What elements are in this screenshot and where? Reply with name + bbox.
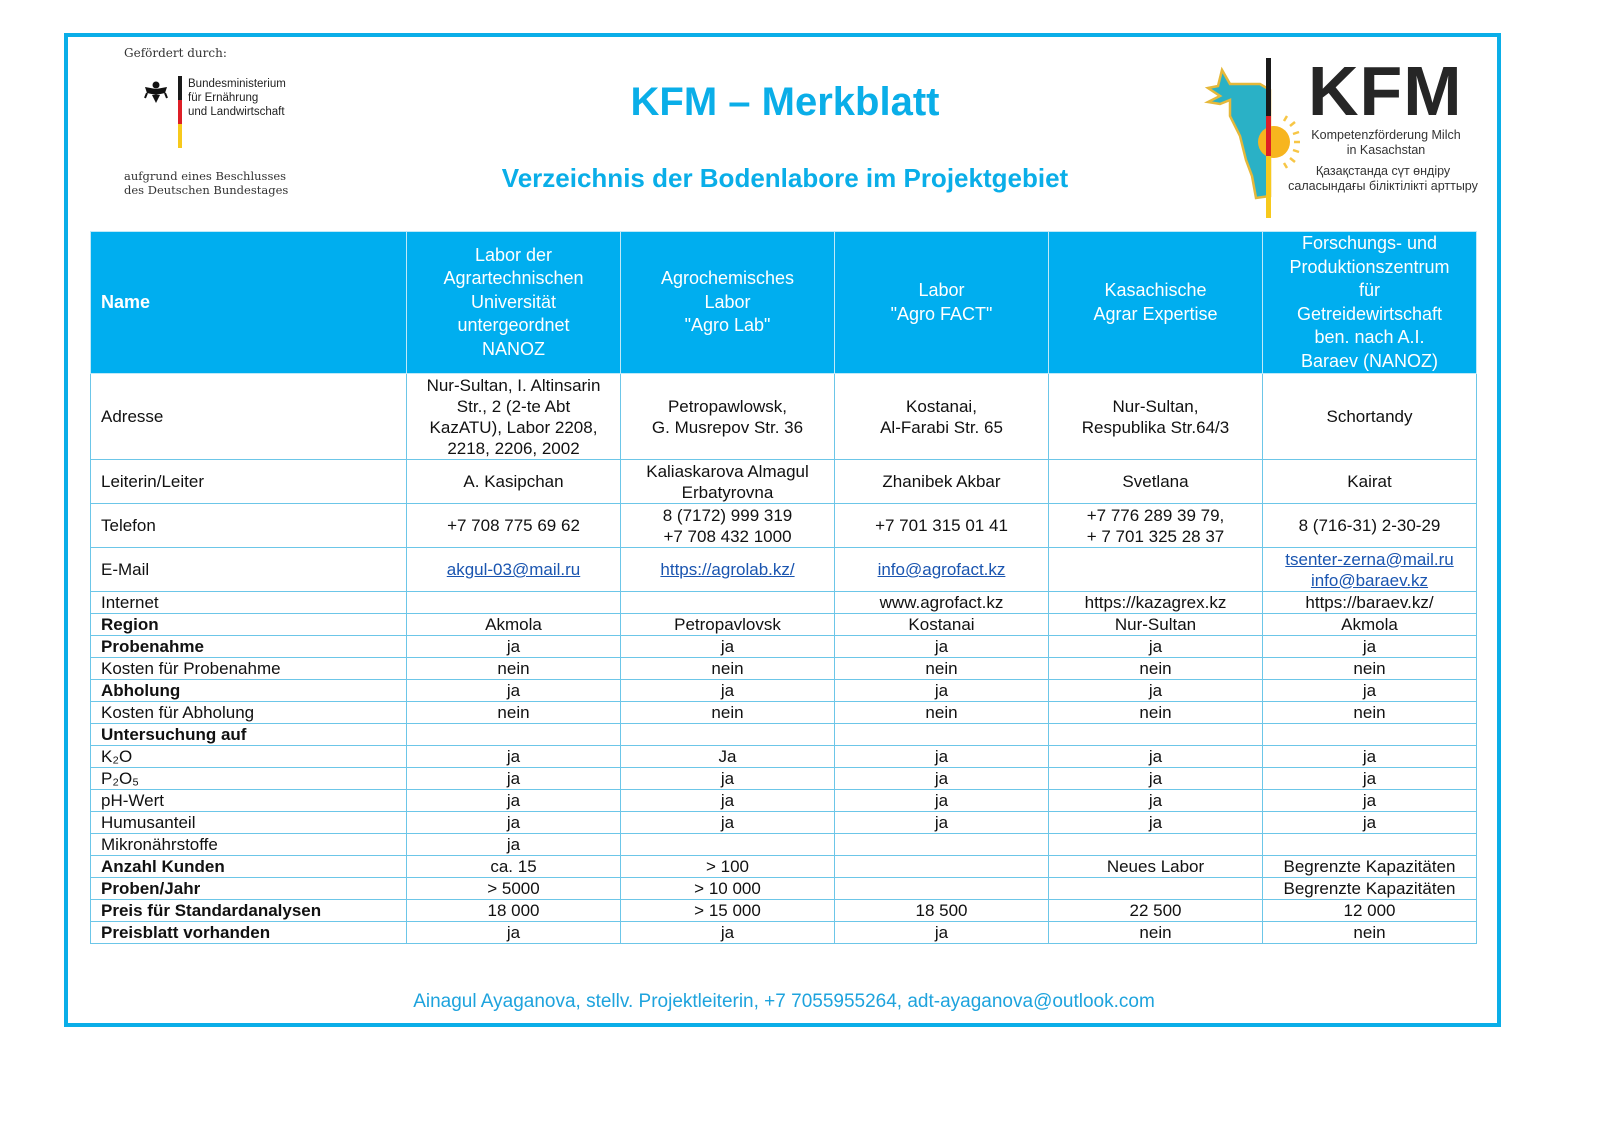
cell-text: > 15 000 [694, 900, 761, 920]
lab-name-line: ben. nach A.I. [1314, 327, 1425, 347]
decision-line: aufgrund eines Beschlusses [124, 169, 287, 183]
table-cell [1263, 790, 1477, 812]
table-cell [1263, 374, 1477, 460]
table-cell [1049, 374, 1263, 460]
table-cell [1263, 504, 1477, 548]
cell-text: ja [720, 922, 735, 942]
table-cell [1049, 790, 1263, 812]
cell-text: Kostanai [908, 614, 975, 634]
cell-text: ja [720, 812, 735, 832]
ministry-line: und Landwirtschaft [188, 106, 285, 118]
row-label: K₂O [91, 746, 407, 768]
table-cell [835, 922, 1049, 944]
table-cell [621, 680, 835, 702]
table-cell [1049, 614, 1263, 636]
table-cell [407, 768, 621, 790]
cell-text: 12 000 [1343, 900, 1396, 920]
lab-name-line: untergeordnet [457, 315, 570, 336]
table-row-abholung [91, 680, 1477, 702]
cell-text: Kairat [1347, 472, 1392, 491]
email-link[interactable]: info@baraev.kz [1310, 570, 1429, 590]
cell-text: ja [506, 922, 521, 942]
cell-text: > 5000 [487, 878, 540, 898]
cell-text: ja [506, 768, 521, 788]
table-cell [407, 922, 621, 944]
cell-text: https://baraev.kz/ [1305, 592, 1434, 612]
cell-text: nein [711, 702, 744, 722]
cell-text: Kaliaskarova Almagul [646, 461, 809, 481]
lab-name-line: Labor der [474, 244, 553, 265]
cow-kazakhstan-icon [1200, 56, 1300, 221]
table-cell [621, 922, 835, 944]
kfm-german-tagline [1300, 128, 1472, 158]
table-cell [621, 460, 835, 504]
table-cell [407, 374, 621, 460]
lab-name-line: "Agro Lab" [684, 315, 771, 336]
table-cell [407, 614, 621, 636]
kfm-german-line: Kompetenzförderung Milch [1311, 128, 1461, 142]
table-cell [835, 878, 1049, 900]
table-cell [1049, 548, 1263, 592]
cell-text: ja [934, 922, 949, 942]
lab-name-line: Labor [704, 291, 751, 312]
lab-name-line: Agrartechnischen [443, 268, 584, 289]
cell-text: +7 701 315 01 41 [875, 516, 1008, 535]
cell-text: ja [506, 834, 521, 854]
table-row-adresse [91, 374, 1477, 460]
table-cell [1049, 460, 1263, 504]
cell-text: ca. 15 [490, 856, 537, 876]
row-label: Mikronährstoffe [91, 834, 407, 856]
table-cell [621, 592, 835, 614]
row-label: E-Mail [91, 548, 407, 592]
cell-text: ja [1362, 746, 1377, 766]
cell-text: nein [925, 702, 958, 722]
cell-text: 8 (716-31) 2-30-29 [1298, 516, 1441, 535]
table-cell [835, 504, 1049, 548]
cell-text: nein [1139, 702, 1172, 722]
table-cell [835, 746, 1049, 768]
table-row-k2o [91, 746, 1477, 768]
page-title: KFM – Merkblatt [630, 80, 940, 124]
cell-text: nein [711, 658, 744, 678]
table-cell [1263, 658, 1477, 680]
ministry-line: Bundesministerium [188, 78, 286, 90]
table-cell [835, 592, 1049, 614]
cell-text: ja [934, 746, 949, 766]
cell-text: Petropavlovsk [674, 614, 781, 634]
table-cell [621, 504, 835, 548]
table-cell [835, 834, 1049, 856]
cell-text: Al-Farabi Str. 65 [880, 417, 1003, 437]
cell-text: ja [1362, 680, 1377, 700]
column-header-lab [1049, 232, 1263, 374]
table-cell [621, 900, 835, 922]
cell-text: Respublika Str.64/3 [1081, 417, 1230, 437]
cell-text: A. Kasipchan [463, 472, 564, 491]
table-cell [1049, 812, 1263, 834]
table-cell [407, 856, 621, 878]
row-label: Humusanteil [91, 812, 407, 834]
lab-name-line: Universität [470, 291, 557, 312]
lab-name-line: Agrochemisches [660, 268, 795, 289]
cell-text: nein [497, 702, 530, 722]
kfm-kazakh-line: саласындағы біліктілікті арттыру [1288, 179, 1478, 193]
table-cell [835, 900, 1049, 922]
table-cell [1263, 768, 1477, 790]
kfm-kazakh-line: Қазақстанда сүт өндіру [1315, 164, 1451, 178]
cell-text: +7 708 432 1000 [663, 526, 792, 546]
table-cell [1263, 856, 1477, 878]
row-label: P₂O₅ [91, 768, 407, 790]
table-row-region [91, 614, 1477, 636]
table-cell [407, 636, 621, 658]
column-header-lab [407, 232, 621, 374]
table-cell [621, 702, 835, 724]
table-cell [1049, 658, 1263, 680]
table-row-mikrona-hrstoffe [91, 834, 1477, 856]
lab-name-line: Agrar Expertise [1093, 303, 1218, 324]
table-row-internet [91, 592, 1477, 614]
footer-contact: Ainagul Ayaganova, stellv. Projektleiterin, +7 7055955264, adt-ayaganova@outlook.com [413, 991, 1155, 1012]
table-row-kosten-fu-r-probenahme [91, 658, 1477, 680]
cell-text: https://kazagrex.kz [1084, 592, 1227, 612]
cell-text: ja [720, 636, 735, 656]
cell-text: Svetlana [1122, 472, 1189, 491]
cell-text: ja [934, 768, 949, 788]
cell-text: ja [1362, 768, 1377, 788]
cell-text: ja [934, 812, 949, 832]
table-cell [1263, 878, 1477, 900]
email-link[interactable]: akgul-03@mail.ru [446, 560, 581, 579]
table-row-kosten-fu-r-abholung [91, 702, 1477, 724]
lab-name-line: Baraev (NANOZ) [1300, 350, 1439, 371]
kfm-wordmark: KFM [1308, 52, 1463, 130]
row-label: Kosten für Probenahme [91, 658, 407, 680]
table-cell [835, 548, 1049, 592]
lab-name-line: NANOZ [482, 338, 545, 359]
row-label: Anzahl Kunden [91, 856, 407, 878]
cell-text: 2218, 2206, 2002 [447, 438, 580, 458]
page-subtitle: Verzeichnis der Bodenlabore im Projektgebiet [501, 163, 1069, 193]
table-row-proben-jahr [91, 878, 1477, 900]
ministry-line: für Ernährung [188, 92, 259, 104]
table-cell [1049, 746, 1263, 768]
table-cell [835, 702, 1049, 724]
row-label: Proben/Jahr [91, 878, 407, 900]
cell-text: Kostanai, [906, 396, 977, 416]
table-cell [1049, 900, 1263, 922]
table-cell [621, 834, 835, 856]
table-cell [621, 878, 835, 900]
cell-text: ja [1148, 636, 1163, 656]
cell-text: Begrenzte Kapazitäten [1283, 856, 1456, 876]
cell-text: ja [1148, 812, 1163, 832]
cell-text: ja [506, 680, 521, 700]
kfm-logo [1200, 52, 1500, 221]
table-cell [1049, 922, 1263, 944]
table-cell [1263, 922, 1477, 944]
table-cell [1263, 614, 1477, 636]
cell-text: nein [925, 658, 958, 678]
cell-text: ja [506, 812, 521, 832]
cell-text: nein [1353, 922, 1386, 942]
lab-name-line: "Agro FACT" [890, 303, 993, 324]
table-cell [407, 900, 621, 922]
column-header-name: Name [91, 232, 407, 374]
cell-text: Akmola [485, 614, 542, 634]
table-row-e-mail [91, 548, 1477, 592]
cell-text: +7 708 775 69 62 [447, 516, 580, 535]
table-cell [1263, 834, 1477, 856]
cell-text: KazATU), Labor 2208, [429, 417, 598, 437]
table-cell [1049, 636, 1263, 658]
row-label: Leiterin/Leiter [91, 460, 407, 504]
cell-text: ja [1362, 636, 1377, 656]
cell-text: Petropawlowsk, [667, 396, 788, 416]
table-cell [835, 856, 1049, 878]
cell-text: ja [1148, 680, 1163, 700]
row-label: Kosten für Abholung [91, 702, 407, 724]
table-cell [835, 614, 1049, 636]
table-cell [407, 746, 621, 768]
cell-text: Str., 2 (2-te Abt [456, 396, 571, 416]
row-label: Adresse [91, 374, 407, 460]
table-row-anzahl-kunden [91, 856, 1477, 878]
cell-text: ja [934, 680, 949, 700]
cell-text: ja [720, 680, 735, 700]
cell-text: ja [720, 768, 735, 788]
cell-text: +7 776 289 39 79, [1086, 505, 1225, 525]
table-cell [407, 460, 621, 504]
table-cell [621, 790, 835, 812]
table-row-p2o5 [91, 768, 1477, 790]
table-cell [621, 724, 835, 746]
table-cell [621, 614, 835, 636]
cell-text: 8 (7172) 999 319 [662, 505, 793, 525]
cell-text: nein [1353, 702, 1386, 722]
cell-text: 18 000 [487, 900, 540, 920]
soil-labs-table [90, 231, 1477, 944]
lab-name-line: Produktionszentrum [1289, 256, 1450, 277]
cell-text: ja [506, 746, 521, 766]
table-cell [621, 812, 835, 834]
cell-text: Begrenzte Kapazitäten [1283, 878, 1456, 898]
table-cell [407, 790, 621, 812]
table-cell [1263, 548, 1477, 592]
table-cell [1263, 460, 1477, 504]
cell-text: Erbatyrovna [681, 482, 774, 502]
table-cell [621, 548, 835, 592]
table-cell [621, 746, 835, 768]
table-cell [1049, 724, 1263, 746]
table-cell [1049, 702, 1263, 724]
email-link[interactable]: info@agrofact.kz [877, 560, 1006, 579]
cell-text: ja [506, 636, 521, 656]
table-cell [407, 878, 621, 900]
table-cell [835, 790, 1049, 812]
cell-text: > 100 [705, 856, 749, 876]
table-cell [1263, 900, 1477, 922]
cell-text: www.agrofact.kz [879, 592, 1004, 612]
table-row-probenahme [91, 636, 1477, 658]
row-label: Region [91, 614, 407, 636]
table-cell [407, 548, 621, 592]
table-cell [407, 504, 621, 548]
cell-text: 18 500 [915, 900, 968, 920]
table-row-humusanteil [91, 812, 1477, 834]
row-label: Internet [91, 592, 407, 614]
table-cell [1049, 878, 1263, 900]
table-cell [1263, 724, 1477, 746]
row-label: Probenahme [91, 636, 407, 658]
table-cell [835, 636, 1049, 658]
cell-text: ja [720, 790, 735, 810]
cell-text: Nur-Sultan, [1112, 396, 1199, 416]
table-cell [621, 374, 835, 460]
lab-name-line: Kasachische [1104, 280, 1207, 300]
cell-text: nein [1139, 922, 1172, 942]
row-label: Telefon [91, 504, 407, 548]
table-row-preis-fu-r-standardanalysen [91, 900, 1477, 922]
table-cell [1263, 680, 1477, 702]
table-cell [1049, 680, 1263, 702]
cell-text: ja [1148, 790, 1163, 810]
table-cell [835, 768, 1049, 790]
table-cell [1263, 812, 1477, 834]
lab-name-line: Getreidewirtschaft [1296, 303, 1443, 324]
table-cell [407, 592, 621, 614]
table-cell [835, 658, 1049, 680]
cell-text: nein [497, 658, 530, 678]
table-cell [621, 658, 835, 680]
table-cell [835, 812, 1049, 834]
table-cell [407, 658, 621, 680]
table-cell [407, 680, 621, 702]
column-header-lab [835, 232, 1049, 374]
cell-text: ja [1148, 746, 1163, 766]
table-cell [835, 460, 1049, 504]
table-body [91, 374, 1477, 944]
cell-text: Akmola [1341, 614, 1398, 634]
table-cell [1263, 702, 1477, 724]
cell-text: Schortandy [1326, 407, 1413, 426]
table-cell [835, 724, 1049, 746]
cell-text: ja [934, 790, 949, 810]
row-label: Preis für Standardanalysen [91, 900, 407, 922]
table-header-row [91, 232, 1477, 374]
lab-name-line: Forschungs- und [1301, 233, 1438, 253]
table-cell [621, 856, 835, 878]
cell-text: G. Musrepov Str. 36 [651, 417, 804, 437]
table-cell [621, 636, 835, 658]
table-row-telefon [91, 504, 1477, 548]
cell-text: ja [934, 636, 949, 656]
row-label: Abholung [91, 680, 407, 702]
cell-text: ja [1362, 790, 1377, 810]
table-cell [407, 834, 621, 856]
cell-text: nein [1139, 658, 1172, 678]
table-cell [621, 768, 835, 790]
cell-text: 22 500 [1129, 900, 1182, 920]
table-row-untersuchung-auf [91, 724, 1477, 746]
kfm-kazakh-tagline [1276, 164, 1490, 194]
column-header-lab [1263, 232, 1477, 374]
cell-text: ja [1148, 768, 1163, 788]
decision-line: des Deutschen Bundestages [124, 183, 289, 197]
lab-name-line: für [1358, 280, 1380, 300]
table-row-ph-wert [91, 790, 1477, 812]
cell-text: > 10 000 [694, 878, 761, 898]
table-cell [407, 702, 621, 724]
column-header-lab [621, 232, 835, 374]
table-cell [1049, 834, 1263, 856]
kfm-german-line: in Kasachstan [1346, 143, 1426, 157]
cell-text: Zhanibek Akbar [882, 472, 1001, 491]
table-cell [407, 812, 621, 834]
table-cell [1049, 768, 1263, 790]
table-cell [1263, 592, 1477, 614]
row-label: Untersuchung auf [91, 724, 407, 746]
table-row-leiterin-leiter [91, 460, 1477, 504]
row-label: pH-Wert [91, 790, 407, 812]
email-link[interactable]: tsenter-zerna@mail.ru [1285, 549, 1454, 569]
table-cell [1049, 504, 1263, 548]
cell-text: Nur-Sultan [1114, 614, 1197, 634]
cell-text: Ja [718, 746, 737, 766]
table-cell [1263, 746, 1477, 768]
table-cell [835, 374, 1049, 460]
table-cell [1263, 636, 1477, 658]
row-label: Preisblatt vorhanden [91, 922, 407, 944]
cell-text: Neues Labor [1106, 856, 1205, 876]
cell-text: nein [1353, 658, 1386, 678]
cell-text: + 7 701 325 28 37 [1086, 526, 1225, 546]
lab-name-line: Labor [918, 280, 965, 300]
table-cell [1049, 856, 1263, 878]
funded-by-label: Gefördert durch: [124, 46, 227, 60]
cell-text: Nur-Sultan, I. Altinsarin [426, 375, 601, 395]
cell-text: ja [506, 790, 521, 810]
email-link[interactable]: https://agrolab.kz/ [660, 560, 795, 579]
cell-text: ja [1362, 812, 1377, 832]
table-cell [407, 724, 621, 746]
table-cell [835, 680, 1049, 702]
table-row-preisblatt-vorhanden [91, 922, 1477, 944]
table-cell [1049, 592, 1263, 614]
